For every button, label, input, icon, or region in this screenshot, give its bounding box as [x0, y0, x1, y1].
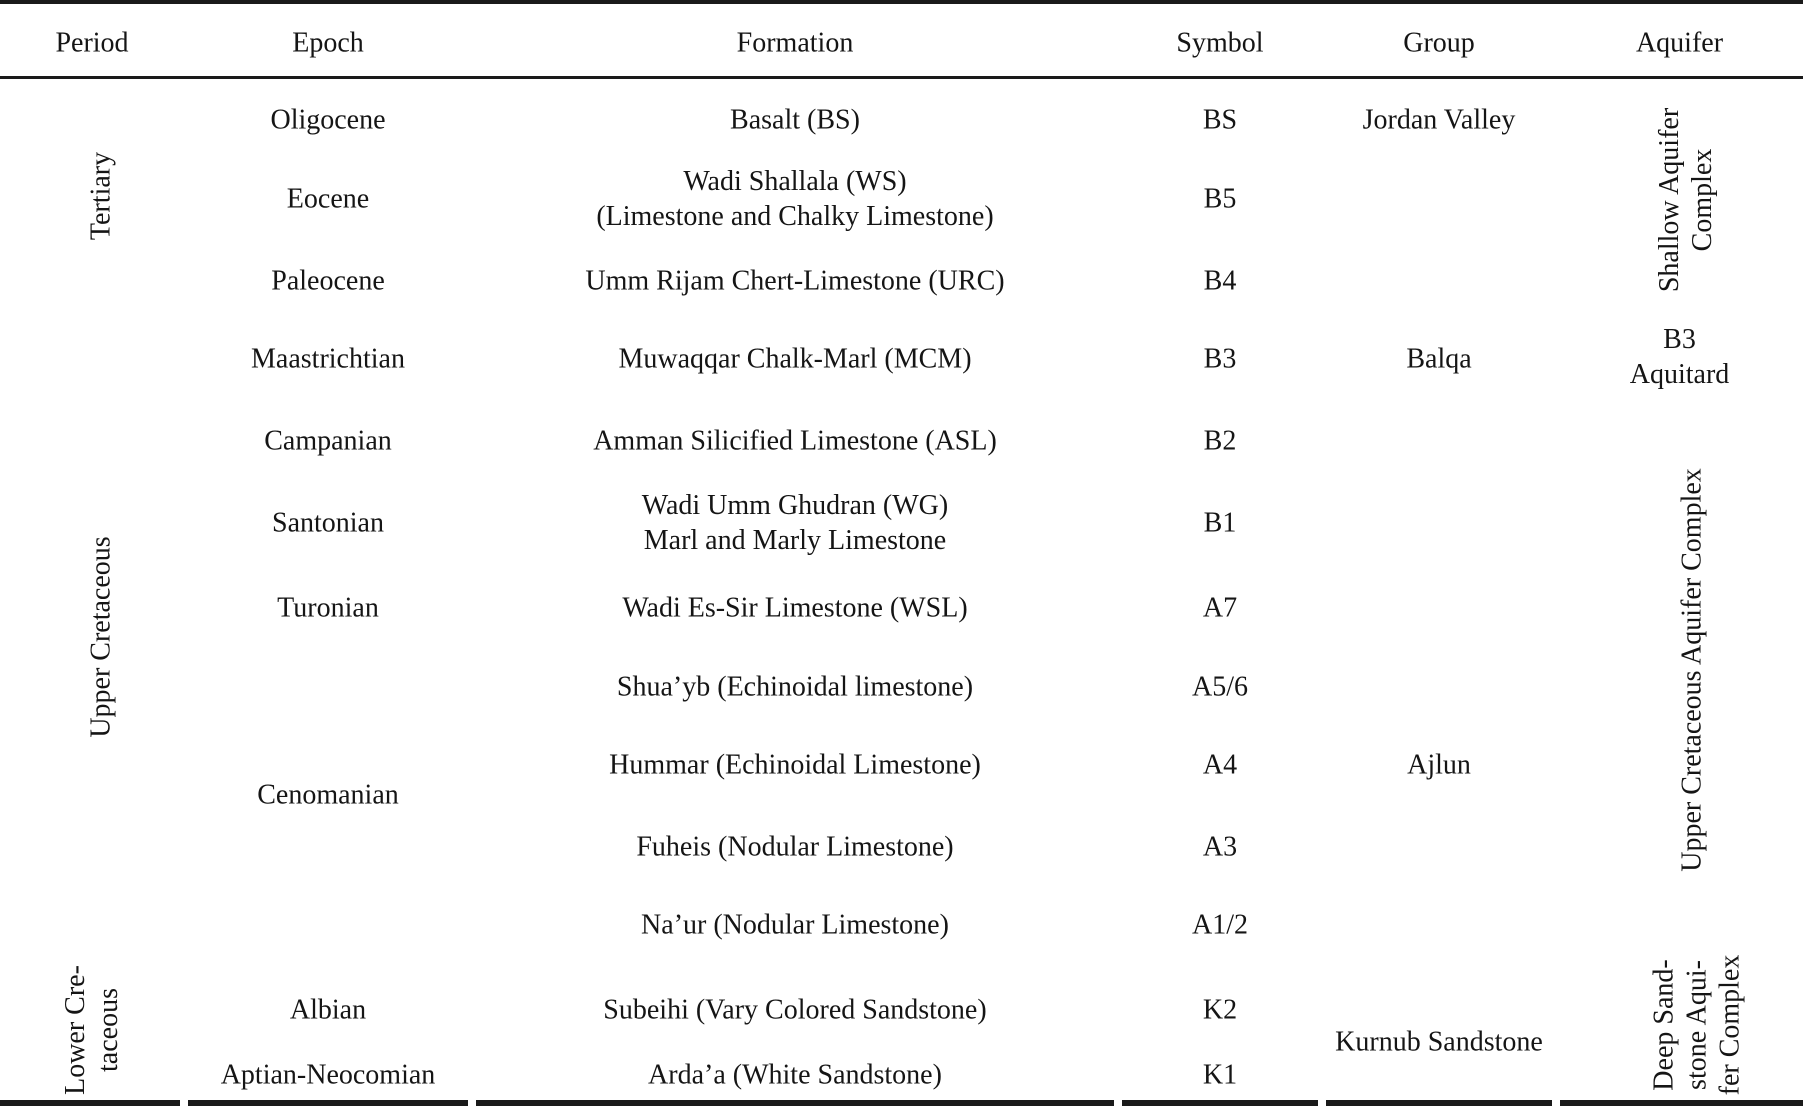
symbol-b2: B2	[1203, 425, 1237, 457]
epoch-campanian: Campanian	[264, 425, 392, 457]
formation-muwaqqar: Muwaqqar Chalk-Marl (MCM)	[618, 343, 972, 375]
symbol-k1: K1	[1202, 1059, 1238, 1091]
epoch-santonian: Santonian	[272, 507, 384, 539]
epoch-aptian-neocomian: Aptian-Neocomian	[220, 1059, 436, 1091]
formation-wadi-shallala-line2: (Limestone and Chalky Limestone)	[596, 201, 994, 232]
symbol-a56: A5/6	[1192, 671, 1248, 703]
aquifer-deep-sandstone-complex	[1648, 955, 1747, 1096]
formation-shuayb: Shua’yb (Echinoidal limestone)	[616, 671, 974, 703]
symbol-a3: A3	[1202, 831, 1238, 863]
epoch-oligocene: Oligocene	[270, 104, 386, 136]
table-bottom-rule-formation	[476, 1100, 1114, 1106]
column-header-epoch: Epoch	[292, 27, 364, 59]
table-bottom-rule-period	[0, 1100, 180, 1106]
aquifer-b3-aquitard-line1: B3	[1663, 324, 1696, 355]
group-jordan-valley: Jordan Valley	[1362, 104, 1516, 136]
column-header-formation: Formation	[736, 27, 854, 59]
epoch-cenomanian: Cenomanian	[257, 779, 399, 811]
formation-naur: Na’ur (Nodular Limestone)	[641, 909, 949, 941]
period-label-upper-cretaceous: Upper Cretaceous	[85, 536, 117, 738]
formation-amman: Amman Silicified Limestone (ASL)	[593, 425, 997, 457]
formation-wadi-umm-ghudran-line1: Wadi Umm Ghudran (WG)	[641, 490, 949, 521]
group-balqa: Balqa	[1406, 343, 1472, 375]
column-header-aquifer: Aquifer	[1635, 27, 1724, 59]
period-label-lower-cretaceous-line2: taceous	[93, 988, 124, 1072]
aquifer-shallow-complex	[1653, 108, 1719, 292]
group-kurnub: Kurnub Sandstone	[1335, 1026, 1543, 1058]
formation-fuheis: Fuheis (Nodular Limestone)	[636, 831, 954, 863]
aquifer-deep-sandstone-complex-line3: fer Complex	[1714, 954, 1746, 1096]
aquifer-deep-sandstone-complex-line1: Deep Sand-	[1648, 959, 1680, 1091]
period-label-lower-cretaceous-line1: Lower Cre-	[60, 965, 91, 1095]
symbol-b5: B5	[1203, 183, 1237, 215]
table-bottom-rule-aquifer	[1560, 1100, 1803, 1106]
symbol-a7: A7	[1202, 592, 1238, 624]
aquifer-b3-aquitard	[1556, 322, 1803, 392]
formation-wadi-es-sir: Wadi Es-Sir Limestone (WSL)	[622, 592, 968, 624]
symbol-a12: A1/2	[1192, 909, 1248, 941]
aquifer-deep-sandstone-complex-line2: stone Aqui-	[1681, 960, 1713, 1090]
aquifer-shallow-complex-line2: Complex	[1687, 148, 1718, 252]
formation-subeihi: Subeihi (Vary Colored Sandstone)	[603, 994, 987, 1026]
epoch-maastrichtian: Maastrichtian	[251, 343, 405, 375]
table-top-rule-inner	[0, 0, 1803, 3]
formation-basalt: Basalt (BS)	[730, 104, 860, 136]
epoch-paleocene: Paleocene	[271, 265, 385, 297]
symbol-bs: BS	[1202, 104, 1238, 136]
aquifer-upper-cretaceous-complex: Upper Cretaceous Aquifer Complex	[1676, 468, 1708, 872]
formation-umm-rijam: Umm Rijam Chert-Limestone (URC)	[585, 265, 1005, 297]
epoch-eocene: Eocene	[286, 183, 370, 215]
table-bottom-rule-symbol	[1122, 1100, 1318, 1106]
formation-wadi-umm-ghudran	[472, 488, 1118, 558]
symbol-b4: B4	[1203, 265, 1237, 297]
symbol-k2: K2	[1202, 994, 1238, 1026]
period-label-lower-cretaceous	[59, 965, 125, 1095]
aquifer-b3-aquitard-line2: Aquitard	[1629, 359, 1730, 390]
column-header-group: Group	[1403, 27, 1475, 59]
table-bottom-rule-epoch	[188, 1100, 468, 1106]
epoch-albian: Albian	[289, 994, 367, 1026]
group-ajlun: Ajlun	[1407, 749, 1471, 781]
column-header-period: Period	[55, 27, 129, 59]
aquifer-shallow-complex-line1: Shallow Aquifer	[1654, 107, 1685, 293]
table-header-rule	[0, 76, 1803, 79]
formation-hummar: Hummar (Echinoidal Limestone)	[609, 749, 981, 781]
column-header-symbol: Symbol	[1176, 27, 1264, 59]
table-bottom-rule-group	[1326, 1100, 1552, 1106]
symbol-b1: B1	[1203, 507, 1237, 539]
symbol-b3: B3	[1203, 343, 1237, 375]
epoch-turonian: Turonian	[277, 592, 379, 624]
period-label-tertiary: Tertiary	[85, 151, 117, 241]
symbol-a4: A4	[1202, 749, 1238, 781]
formation-ardaa: Arda’a (White Sandstone)	[648, 1059, 942, 1091]
formation-wadi-umm-ghudran-line2: Marl and Marly Limestone	[643, 525, 947, 556]
formation-wadi-shallala	[472, 164, 1118, 234]
formation-wadi-shallala-line1: Wadi Shallala (WS)	[683, 166, 907, 197]
